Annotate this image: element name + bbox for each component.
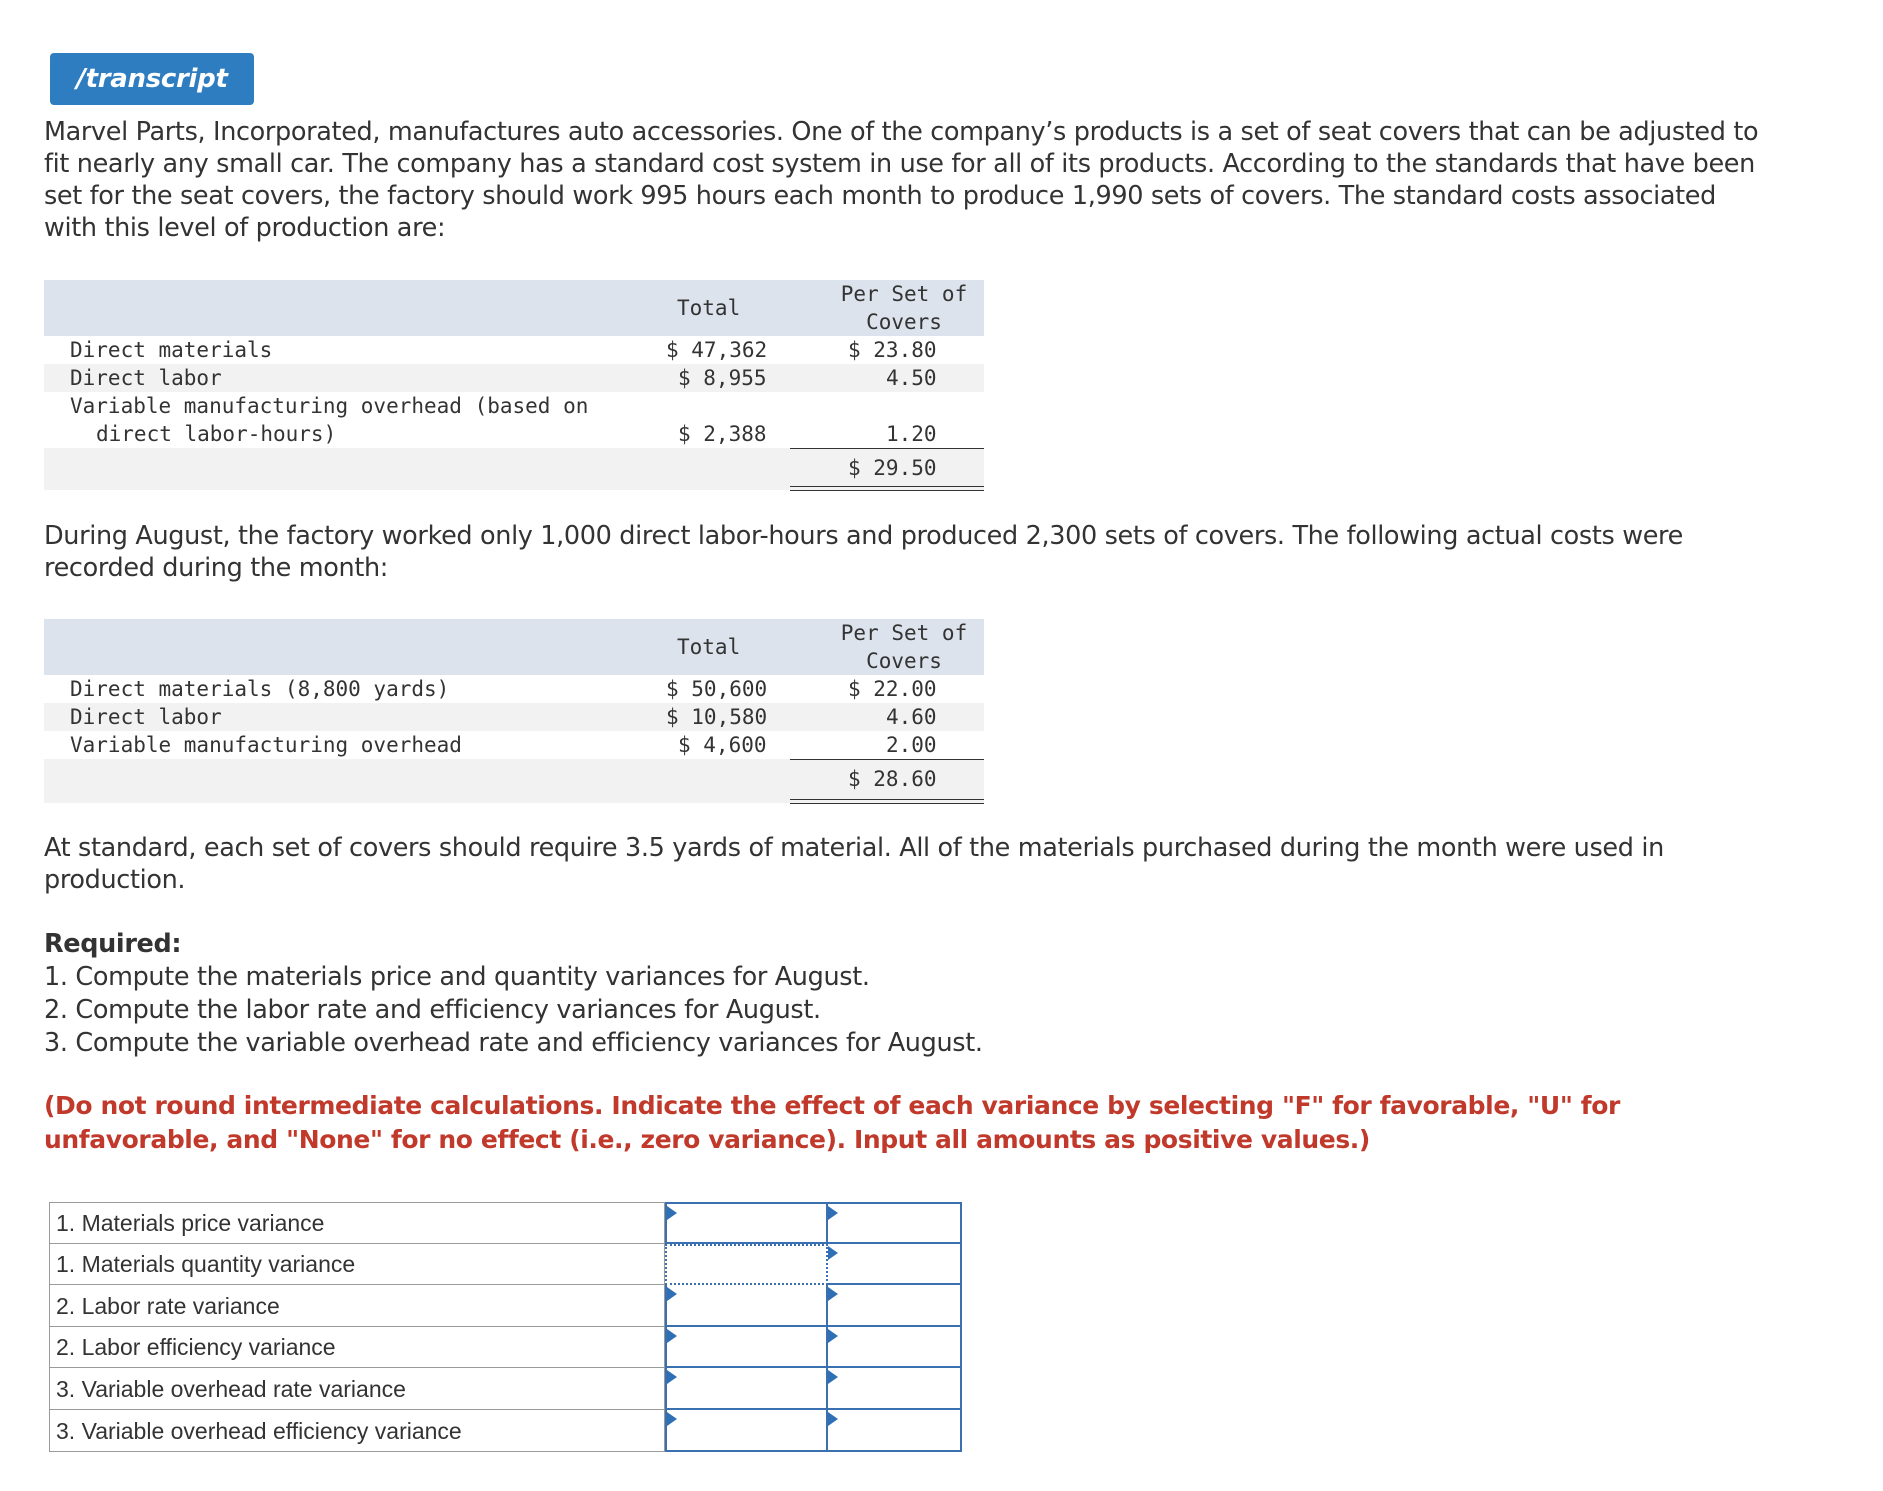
cell-marker-icon: [828, 1370, 838, 1384]
sum-rule: [790, 759, 984, 760]
effect-select[interactable]: [828, 1244, 962, 1286]
row-total: $ 50,600: [666, 677, 768, 701]
standard-cost-table: [44, 280, 984, 490]
cell-marker-icon: [828, 1206, 838, 1220]
amount-input[interactable]: [665, 1368, 828, 1410]
double-rule: [790, 486, 984, 491]
amount-input[interactable]: [665, 1244, 828, 1286]
required-item: 2. Compute the labor rate and efficiency variances for August.: [44, 995, 821, 1025]
table-row-stripe: [44, 448, 984, 490]
header-per-line2: Covers: [866, 310, 942, 334]
cell-marker-icon: [828, 1246, 838, 1260]
transcript-badge-label: /transcript: [76, 64, 228, 94]
cell-marker-icon: [828, 1412, 838, 1426]
answer-label: 3. Variable overhead rate variance: [49, 1368, 665, 1410]
sum-per: $ 29.50: [848, 456, 937, 480]
header-per-line2: Covers: [866, 649, 942, 673]
row-label: Direct materials (8,800 yards): [70, 677, 450, 701]
cell-marker-icon: [828, 1287, 838, 1301]
effect-select[interactable]: [828, 1327, 962, 1369]
row-label: Variable manufacturing overhead (based on: [70, 394, 589, 418]
row-per: 4.50: [886, 366, 937, 390]
header-per-line1: Per Set of: [840, 621, 968, 645]
answer-row: [49, 1410, 962, 1452]
sum-per: $ 28.60: [848, 767, 937, 791]
row-total: $ 10,580: [666, 705, 768, 729]
row-label: Direct labor: [70, 366, 222, 390]
row-label: Direct labor: [70, 705, 222, 729]
row-total: $ 8,955: [678, 366, 767, 390]
row-label: direct labor-hours): [96, 422, 337, 446]
required-section: [44, 928, 1764, 1060]
row-per: 4.60: [886, 705, 937, 729]
amount-input[interactable]: [665, 1410, 828, 1452]
answer-label: 2. Labor rate variance: [49, 1285, 665, 1327]
standard-paragraph: At standard, each set of covers should require 3.5 yards of material. All of the materials purchased during the month were used in production.: [44, 833, 1664, 895]
sum-rule: [790, 448, 984, 449]
row-total: $ 2,388: [678, 422, 767, 446]
amount-input[interactable]: [665, 1327, 828, 1369]
answer-row: [49, 1202, 962, 1244]
double-rule: [790, 799, 984, 804]
row-label: Variable manufacturing overhead: [70, 733, 462, 757]
transcript-badge: [50, 53, 254, 105]
row-per: $ 22.00: [848, 677, 937, 701]
instructions-note: (Do not round intermediate calculations. Indicate the effect of each variance by selecting "F" for favorable, "U" for unfavorable, and "None" for no effect (i.e., zero variance). Input all amounts as positive values.): [44, 1091, 1620, 1154]
header-total: Total: [677, 296, 741, 320]
row-per: 2.00: [886, 733, 937, 757]
cell-marker-icon: [667, 1370, 677, 1384]
row-total: $ 4,600: [678, 733, 767, 757]
effect-select[interactable]: [828, 1285, 962, 1327]
answer-row: [49, 1368, 962, 1410]
required-item: 1. Compute the materials price and quantity variances for August.: [44, 962, 870, 992]
amount-input[interactable]: [665, 1202, 828, 1244]
answer-label: 3. Variable overhead efficiency variance: [49, 1410, 665, 1452]
answer-grid: [49, 1202, 962, 1452]
answer-label: 1. Materials price variance: [49, 1202, 665, 1244]
actual-cost-table: [44, 619, 984, 803]
required-item: 3. Compute the variable overhead rate and efficiency variances for August.: [44, 1028, 983, 1058]
answer-label: 1. Materials quantity variance: [49, 1244, 665, 1286]
effect-select[interactable]: [828, 1410, 962, 1452]
amount-input[interactable]: [665, 1285, 828, 1327]
row-per: 1.20: [886, 422, 937, 446]
answer-row: [49, 1244, 962, 1286]
row-label: Direct materials: [70, 338, 273, 362]
effect-select[interactable]: [828, 1368, 962, 1410]
required-title: Required:: [44, 929, 182, 959]
table-row-stripe: [44, 759, 984, 803]
header-per-line1: Per Set of: [840, 282, 968, 306]
cell-marker-icon: [667, 1287, 677, 1301]
effect-select[interactable]: [828, 1202, 962, 1244]
answer-label: 2. Labor efficiency variance: [49, 1327, 665, 1369]
answer-row: [49, 1285, 962, 1327]
cell-marker-icon: [667, 1329, 677, 1343]
row-per: $ 23.80: [848, 338, 937, 362]
cell-marker-icon: [828, 1329, 838, 1343]
cell-marker-icon: [667, 1206, 677, 1220]
header-total: Total: [677, 635, 741, 659]
answer-row: [49, 1327, 962, 1369]
august-paragraph: During August, the factory worked only 1,000 direct labor-hours and produced 2,300 sets of covers. The following actual costs were recorded during the month:: [44, 521, 1683, 583]
row-total: $ 47,362: [666, 338, 768, 362]
intro-paragraph: Marvel Parts, Incorporated, manufactures auto accessories. One of the company’s products is a set of seat covers that can be adjusted to fit nearly any small car. The company has a standard cost system in use for all of its products. According to the standards that have been set for the seat covers, the factory should work 995 hours each month to produce 1,990 sets of covers. The standard costs associated with this level of production are:: [44, 117, 1759, 243]
cell-marker-icon: [667, 1412, 677, 1426]
